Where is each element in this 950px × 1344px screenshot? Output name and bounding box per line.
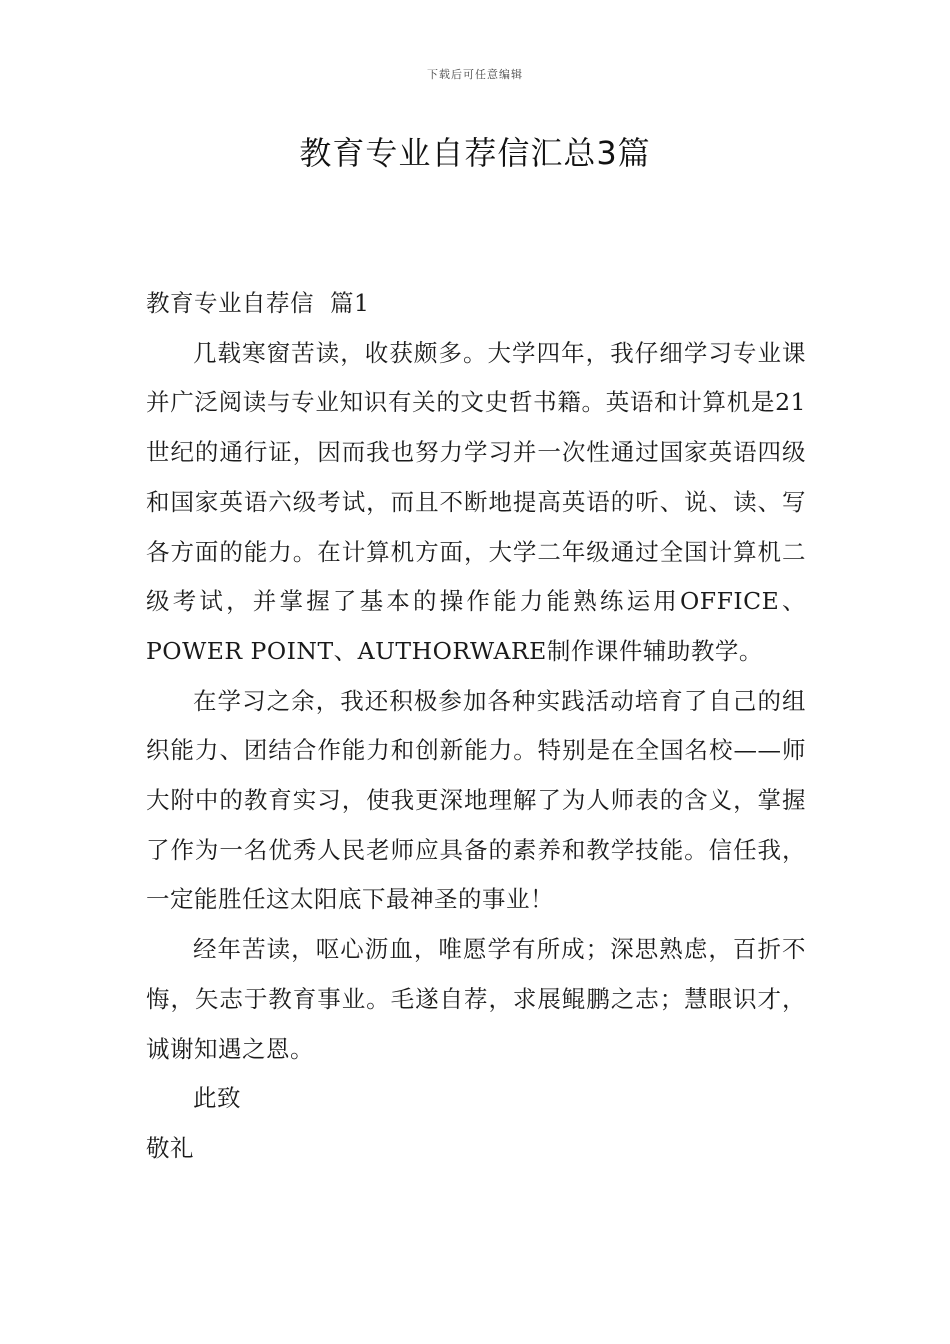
- closing-regards: 敬礼: [146, 1133, 194, 1162]
- paragraph-study: 几载寒窗苦读，收获颇多。大学四年，我仔细学习专业课并广泛阅读与专业知识有关的文史哲书籍。英语和计算机是21世纪的通行证，因而我也努力学习并一次性通过国家英语四级和国家英语六级考试，而且不断地提高英语的听、说、读、写各方面的能力。在计算机方面，大学二年级通过全国计算机二级考试，并掌握了基本的操作能力能熟练运用OFFICE、POWER POINT、AUTHORWARE制作课件辅助教学。: [146, 338, 806, 665]
- paragraph-practice: 在学习之余，我还积极参加各种实践活动培育了自己的组织能力、团结合作能力和创新能力。特别是在全国名校——师大附中的教育实习，使我更深地理解了为人师表的含义，掌握了作为一名优秀人民老师应具备的素养和教学技能。信任我，一定能胜任这太阳底下最神圣的事业！: [146, 686, 806, 914]
- header-note: 下载后可任意编辑: [427, 68, 523, 81]
- section-heading: 教育专业自荐信 篇1: [146, 289, 370, 317]
- paragraph-resolve: 经年苦读，呕心沥血，唯愿学有所成；深思熟虑，百折不悔，矢志于教育事业。毛遂自荐，求展鲲鹏之志；慧眼识才，诚谢知遇之恩。: [146, 935, 806, 1063]
- document-title: 教育专业自荐信汇总3篇: [299, 134, 651, 172]
- closing-salutation: 此致: [193, 1084, 241, 1113]
- document-body: [146, 279, 806, 1174]
